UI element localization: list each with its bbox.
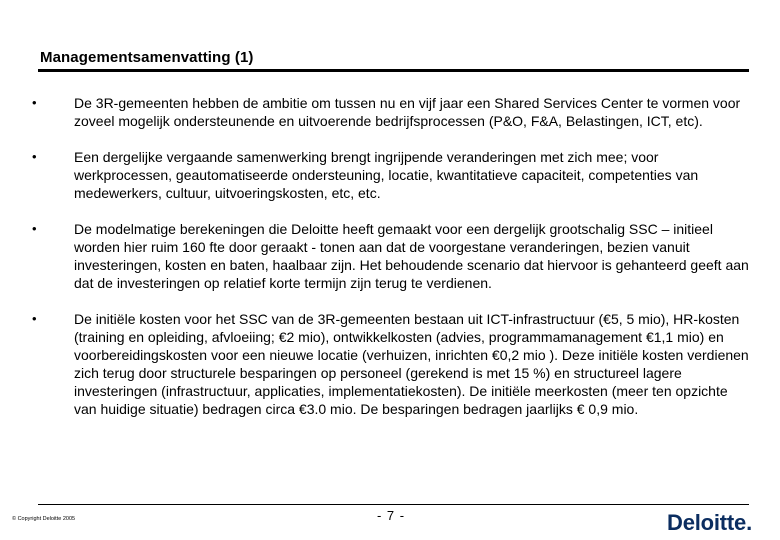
- bullet-list: [32, 94, 752, 436]
- slide-title: Managementsamenvatting (1): [40, 49, 254, 66]
- bullet-item: [32, 94, 752, 130]
- bullet-text: De modelmatige berekeningen die Deloitte heeft gemaakt voor een dergelijk grootschalig SSC – initieel worden hier ruim 160 fte door geraakt - tonen aan dat de voorgestane veranderingen, bezien vanuit investeringen, kosten en baten, haalbaar zijn. Het behoudende scenario dat hiervoor is gehanteerd geeft aan dat de investeringen op relatief korte termijn zijn terug te verdienen.: [74, 221, 749, 291]
- bullet-marker: •: [32, 311, 37, 326]
- copyright-notice: © Copyright Deloitte 2005: [12, 516, 76, 522]
- bullet-marker: •: [32, 95, 37, 110]
- bullet-text: Een dergelijke vergaande samenwerking brengt ingrijpende veranderingen met zich mee; voor werkprocessen, geautomatiseerde ondersteuning, locatie, kwantitatieve capaciteit, competenties van medewerkers, cultuur, uitvoeringskosten, etc, etc.: [74, 149, 699, 201]
- bullet-item: [32, 148, 752, 202]
- page-number: - 7 -: [376, 508, 406, 523]
- bullet-item: [32, 310, 752, 418]
- bullet-text: De initiële kosten voor het SSC van de 3R-gemeenten bestaan uit ICT-infrastructuur (€5, 5 mio), HR-kosten (training en opleiding, afvloeiing; €2 mio), ontwikkelkosten (advies, programmamanagement €1,1 mio) en voorbereidingskosten voor een nieuwe locatie (verhuizen, inrichten €0,2 mio ). Deze initiële kosten verdienen zich terug door structurele besparingen op personeel (gerekend is met 15 %) en structureel lagere investeringen (infrastructuur, applicaties, implementatiekosten). De initiële meerkosten (meer ten opzichte van huidige situatie) bedragen circa €3.0 mio. De besparingen bedragen jaarlijks € 0,9 mio.: [74, 311, 749, 417]
- deloitte-logo: Deloitte.: [667, 510, 752, 535]
- bullet-item: [32, 220, 752, 292]
- title-underline: [38, 69, 749, 72]
- bullet-text: De 3R-gemeenten hebben de ambitie om tussen nu en vijf jaar een Shared Services Center te vormen voor zoveel mogelijk ondersteunende en uitvoerende bedrijfsprocessen (P&O, F&A, Belastingen, ICT, etc).: [74, 95, 741, 129]
- bullet-marker: •: [32, 149, 37, 164]
- bullet-marker: •: [32, 221, 37, 236]
- footer-divider: [38, 504, 749, 505]
